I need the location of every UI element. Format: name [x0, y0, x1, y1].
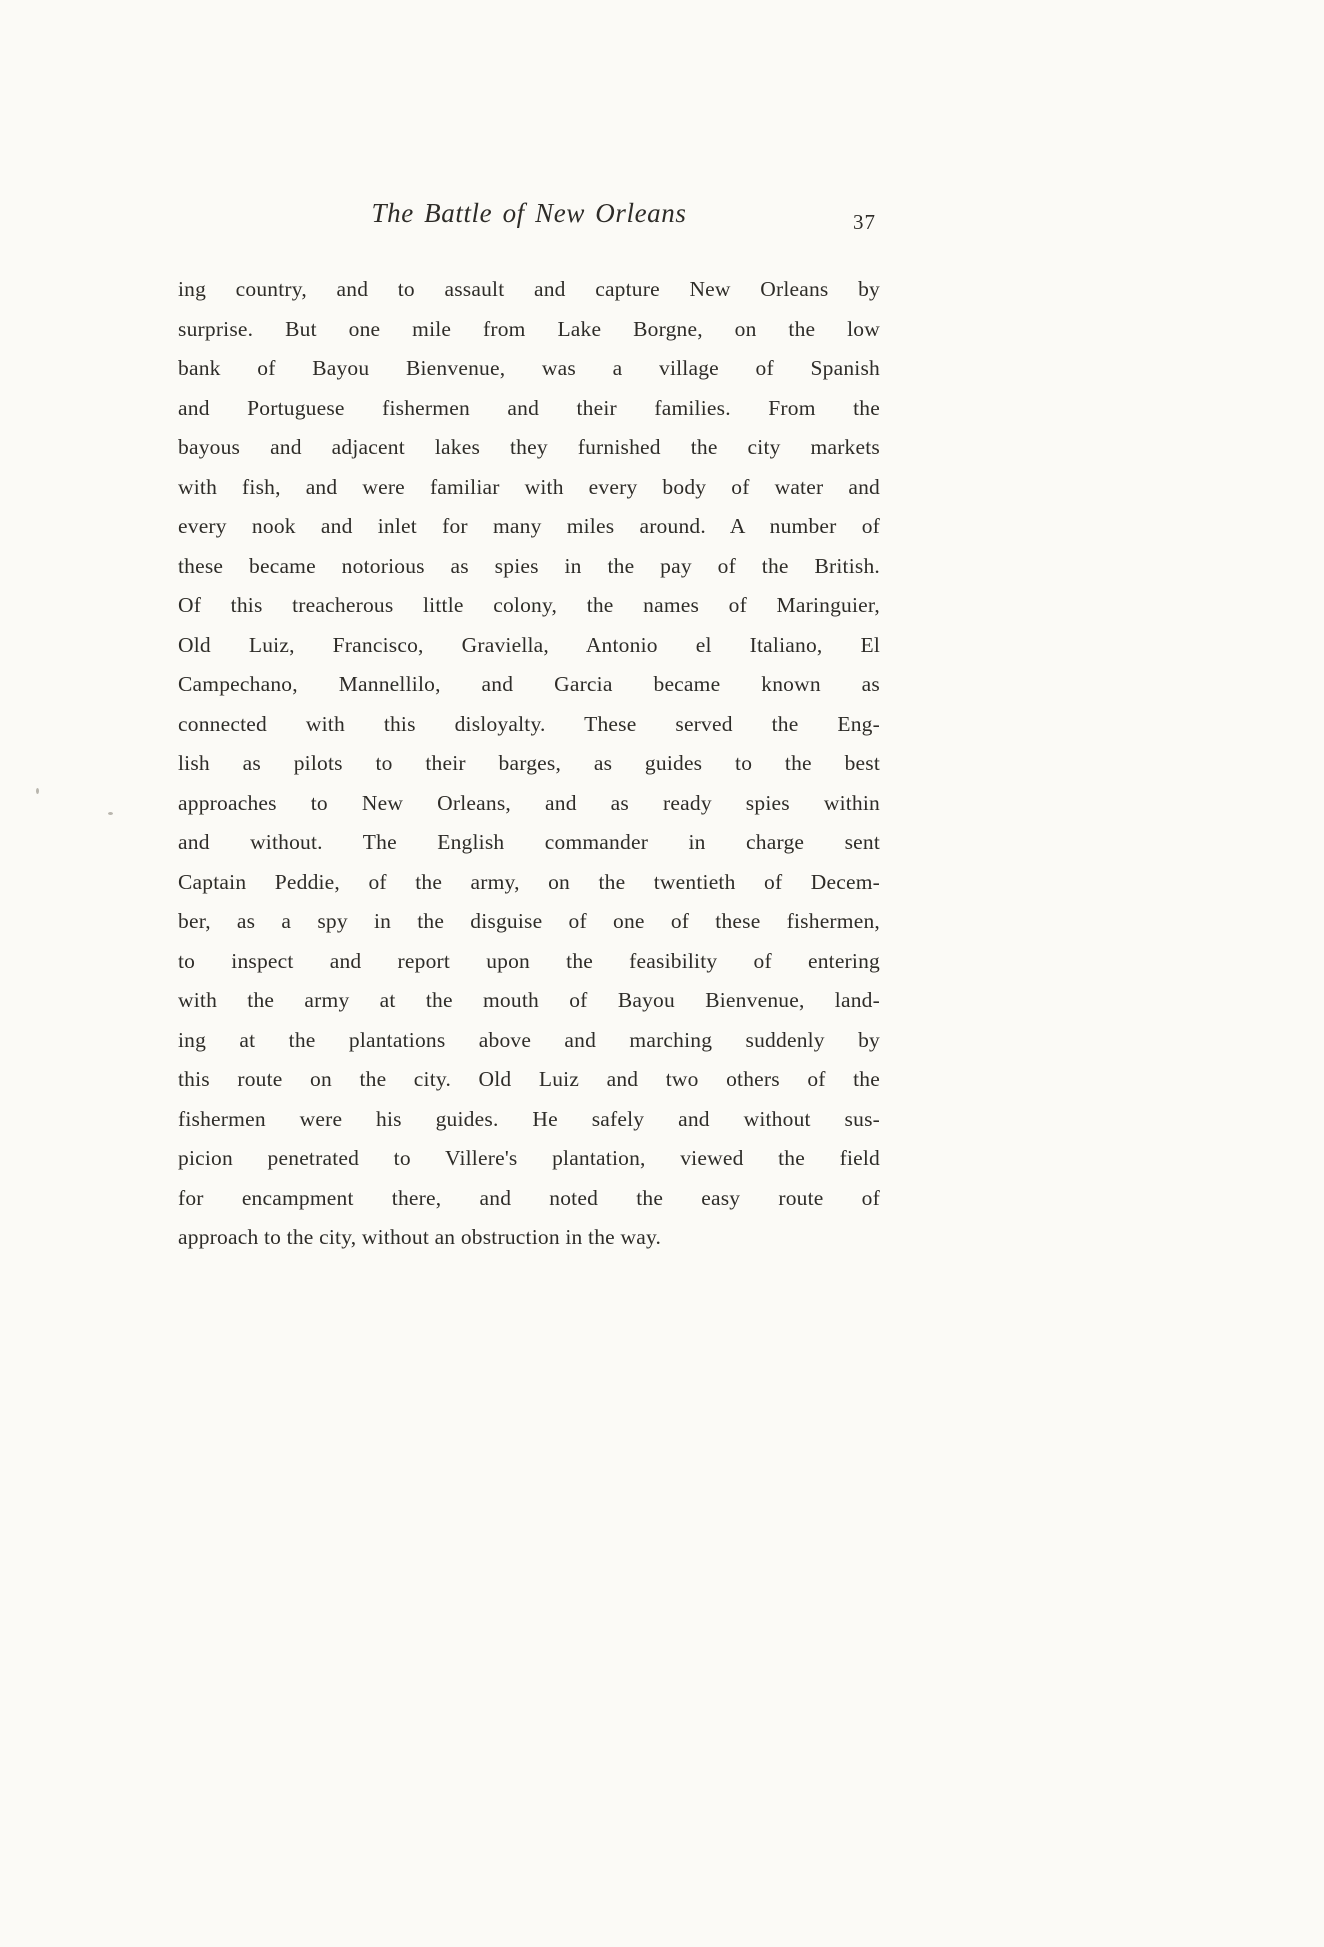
text-line: connected with this disloyalty. These served the Eng- — [178, 711, 880, 736]
text-line: surprise. But one mile from Lake Borgne, on the low — [178, 316, 880, 341]
text-line: Of this treacherous little colony, the names of Maringuier, — [178, 593, 880, 617]
text-line: Old Luiz, Francisco, Graviella, Antonio el Italiano, El — [178, 632, 880, 657]
text-line: bayous and adjacent lakes they furnished the city markets — [178, 435, 880, 459]
scan-speck — [36, 788, 39, 794]
text-line: with fish, and were familiar with every body of water and — [178, 474, 880, 499]
text-line: fishermen were his guides. He safely and without sus- — [178, 1106, 880, 1131]
text-line: and without. The English commander in charge sent — [178, 830, 880, 854]
text-line: this route on the city. Old Luiz and two others of the — [178, 1067, 880, 1091]
text-line: approaches to New Orleans, and as ready spies within — [178, 790, 880, 815]
text-line: for encampment there, and noted the easy route of — [178, 1185, 880, 1210]
running-title: The Battle of New Orleans — [371, 198, 687, 228]
text-line: picion penetrated to Villere's plantation, viewed the field — [178, 1146, 880, 1170]
scan-speck — [108, 812, 113, 815]
text-line: Captain Peddie, of the army, on the twentieth of Decem- — [178, 869, 880, 894]
page-number: 37 — [853, 210, 876, 234]
text-line: with the army at the mouth of Bayou Bienvenue, land- — [178, 988, 880, 1012]
text-line: approach to the city, without an obstruction in the way. — [178, 1225, 662, 1249]
body-text — [178, 270, 880, 1258]
page-header — [178, 198, 880, 240]
text-line: ing country, and to assault and capture New Orleans by — [178, 277, 880, 301]
text-line: Campechano, Mannellilo, and Garcia became known as — [178, 672, 880, 696]
text-line: lish as pilots to their barges, as guides to the best — [178, 751, 880, 775]
text-line: ing at the plantations above and marching suddenly by — [178, 1027, 880, 1052]
text-line: bank of Bayou Bienvenue, was a village of Spanish — [178, 356, 880, 380]
text-line: and Portuguese fishermen and their families. From the — [178, 395, 880, 420]
text-line: to inspect and report upon the feasibility of entering — [178, 948, 880, 973]
text-line: these became notorious as spies in the pay of the British. — [178, 553, 880, 578]
text-line: every nook and inlet for many miles around. A number of — [178, 514, 880, 538]
text-line: ber, as a spy in the disguise of one of these fishermen, — [178, 909, 880, 933]
